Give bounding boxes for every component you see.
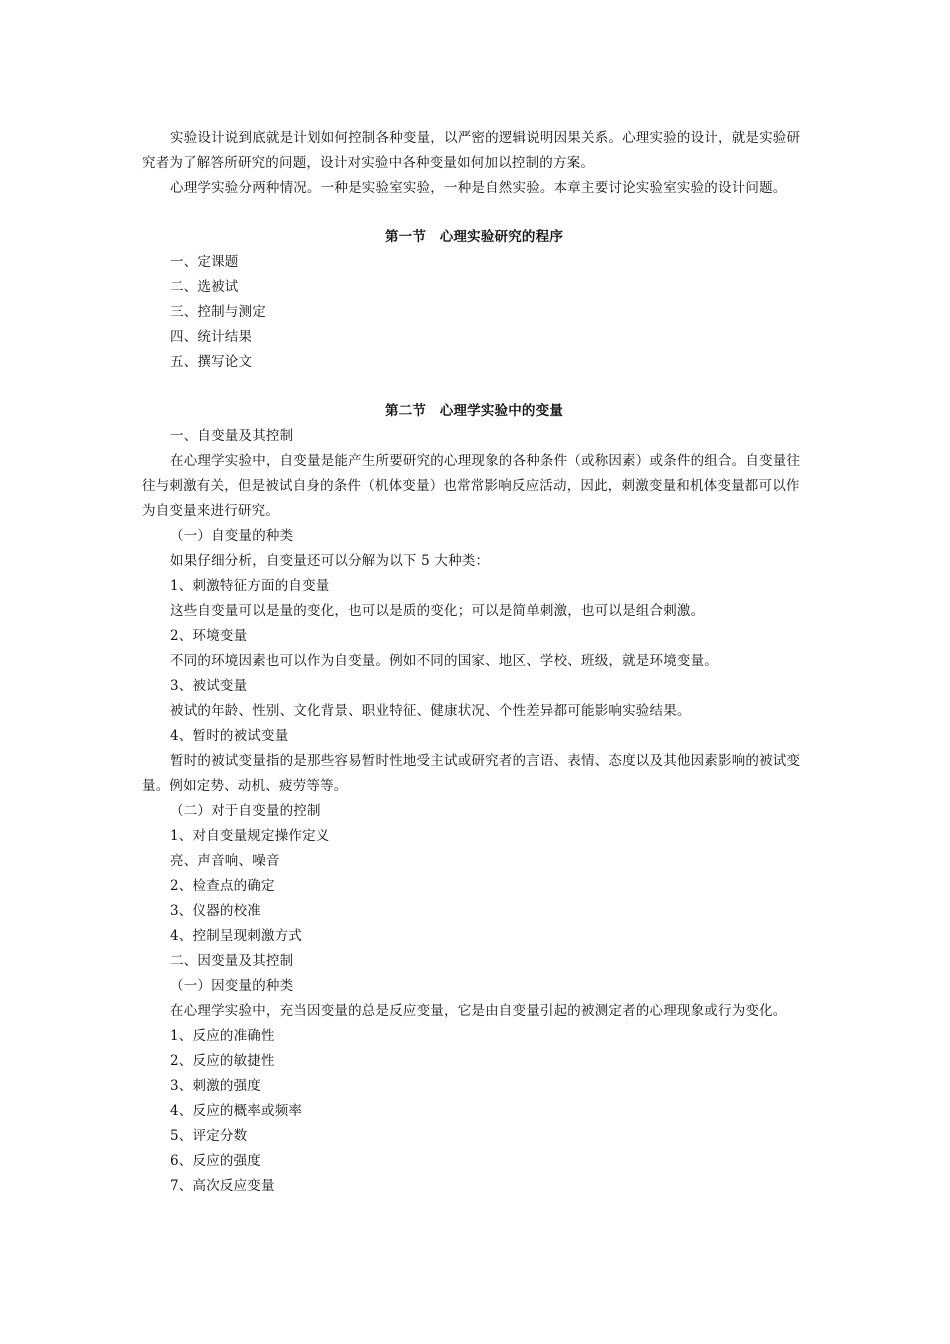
list-item: 3、刺激的强度 (170, 1078, 261, 1094)
list-item: 4、控制呈现刺激方式 (170, 928, 303, 944)
intro-paragraph-1: 实验设计说到底就是计划如何控制各种变量，以严密的逻辑说明因果关系。心理实验的设计，就是实验研究者为了解答所研究的问题，设计对实验中各种变量如何加以控制的方案。 (142, 130, 801, 171)
body-line: 不同的环境因素也可以作为自变量。例如不同的国家、地区、学校、班级，就是环境变量。 (170, 653, 718, 669)
list-item: 3、仪器的校准 (170, 903, 261, 919)
list-item: 4、反应的概率或频率 (170, 1103, 303, 1119)
body-line: 在心理学实验中，充当因变量的总是反应变量，它是由自变量引起的被测定者的心理现象或行为变化。 (170, 1003, 787, 1019)
list-item: 1、反应的准确性 (170, 1028, 275, 1044)
list-item: 7、高次反应变量 (170, 1178, 275, 1194)
list-item: 一、定课题 (170, 254, 239, 270)
list-item: 二、选被试 (170, 279, 239, 295)
subheading: （二）对于自变量的控制 (170, 803, 321, 819)
subheading: 一、自变量及其控制 (170, 428, 294, 444)
list-item: 四、统计结果 (170, 329, 253, 345)
subheading: （一）因变量的种类 (170, 978, 294, 994)
document-page (142, 126, 806, 1199)
list-item: 3、被试变量 (170, 678, 248, 694)
list-item: 三、控制与测定 (170, 304, 266, 320)
list-item: 6、反应的强度 (170, 1153, 261, 1169)
body-line: 亮、声音响、噪音 (170, 853, 280, 869)
list-item: 1、刺激特征方面的自变量 (170, 578, 330, 594)
section-2-title: 第二节 心理学实验中的变量 (384, 403, 564, 419)
section-1-title: 第一节 心理实验研究的程序 (384, 229, 564, 245)
list-item: 5、评定分数 (170, 1128, 248, 1144)
body-line: 被试的年龄、性别、文化背景、职业特征、健康状况、个性差异都可能影响实验结果。 (170, 703, 691, 719)
subheading: 二、因变量及其控制 (170, 953, 294, 969)
body-paragraph: 在心理学实验中，自变量是能产生所要研究的心理现象的各种条件（或称因素）或条件的组合。自变量往往与刺激有关，但是被试自身的条件（机体变量）也常常影响反应活动，因此，刺激变量和机体变量都可以作为自变量来进行研究。 (142, 453, 801, 519)
body-paragraph: 暂时的被试变量指的是那些容易暂时性地受主试或研究者的言语、表情、态度以及其他因素影响的被试变量。例如定势、动机、疲劳等等。 (142, 753, 801, 794)
list-item: 五、撰写论文 (170, 354, 253, 370)
subheading: （一）自变量的种类 (170, 528, 294, 544)
list-item: 4、暂时的被试变量 (170, 728, 289, 744)
intro-paragraph-2: 心理学实验分两种情况。一种是实验室实验，一种是自然实验。本章主要讨论实验室实验的设计问题。 (170, 180, 787, 196)
list-item: 2、环境变量 (170, 628, 248, 644)
list-item: 1、对自变量规定操作定义 (170, 828, 330, 844)
body-line: 这些自变量可以是量的变化，也可以是质的变化；可以是简单刺激，也可以是组合刺激。 (170, 603, 705, 619)
body-line: 如果仔细分析，自变量还可以分解为以下 5 大种类： (170, 553, 490, 569)
list-item: 2、反应的敏捷性 (170, 1053, 275, 1069)
list-item: 2、检查点的确定 (170, 878, 275, 894)
